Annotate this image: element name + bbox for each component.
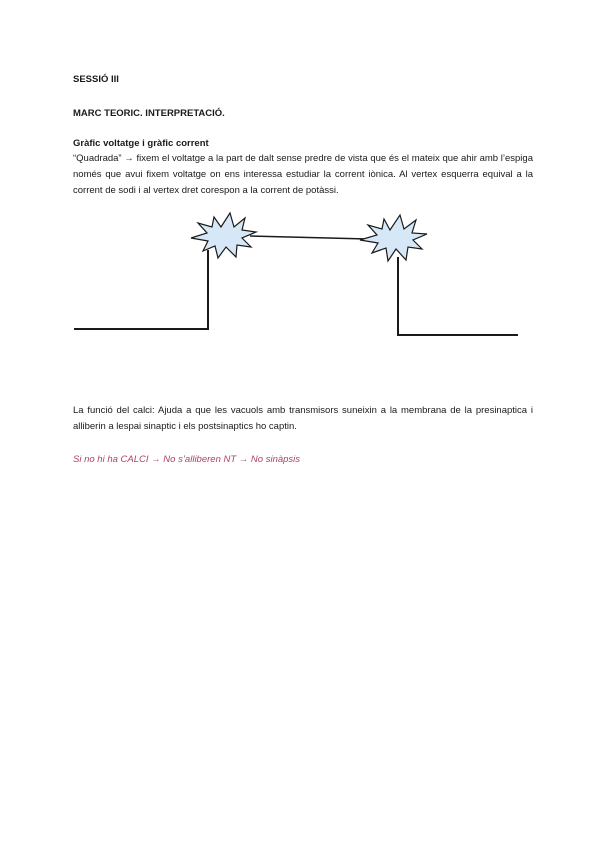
paragraph-calcium: La funció del calci: Ajuda a que les vacuols amb transmisors suneixin a la membrana de la presinaptica i alliberin a lespai sinaptic i els postsinaptics ho captin. [73,405,533,432]
left-starburst-icon [191,213,256,258]
paragraph-voltage: “Quadrada” → fixem el voltatge a la part de dalt sense predre de vista que és el mateix que ahir amb l’espiga només que avui fixem voltatge on ens interessa estudiar la corrent iònica. Al vertex esquerra equival a la corrent de sodi i al vertex dret corespon a la corrent de potàssi. [73,153,533,196]
calcium-note: Si no hi ha CALCI → No s’alliberen NT → No sinàpsis [73,454,301,465]
plateau-line [250,236,368,239]
left-baseline-line [74,250,208,329]
right-starburst-icon [360,215,427,261]
section-title: MARC TEORIC. INTERPRETACIÓ. [73,108,225,119]
right-baseline-line [398,257,518,335]
voltage-current-figure [70,205,530,345]
subsection-title: Gràfic voltatge i gràfic corrent [73,138,209,149]
session-title: SESSIÓ III [73,74,119,85]
